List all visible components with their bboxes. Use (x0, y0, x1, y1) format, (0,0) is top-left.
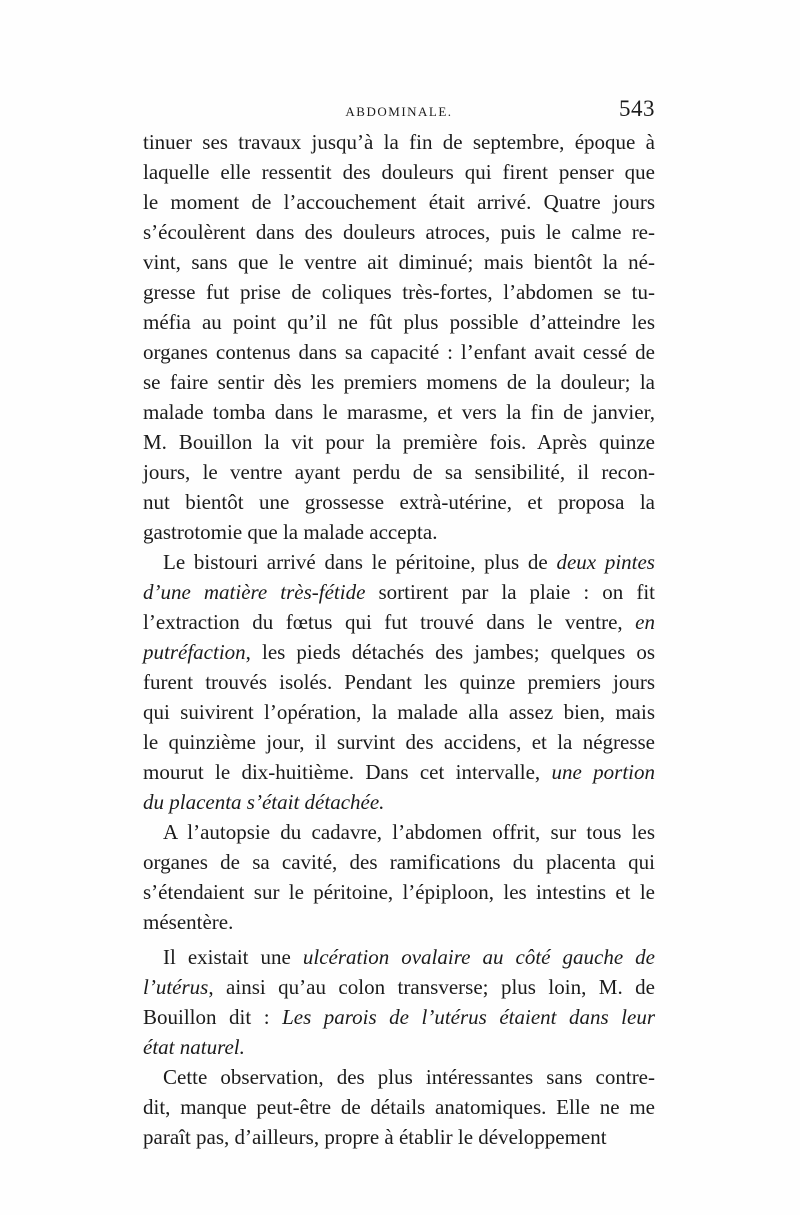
text-line (143, 1002, 655, 1032)
text-run: jours, le ventre ayant perdu de sa sensibilité, il recon- (143, 460, 655, 484)
paragraph (143, 942, 655, 1062)
text-run: paraît pas, d’ailleurs, propre à établir le développement (143, 1125, 607, 1149)
text-line (143, 247, 655, 277)
text-line (143, 427, 655, 457)
text-run: le moment de l’accouchement était arrivé. Quatre jours (143, 190, 655, 214)
text-run: furent trouvés isolés. Pendant les quinze premiers jours (143, 670, 655, 694)
paragraph (143, 547, 655, 817)
text-line (143, 397, 655, 427)
text-run: nut bientôt une grossesse extrà-utérine, et proposa la (143, 490, 655, 514)
italic-text: deux pintes (556, 550, 655, 574)
text-run: Cette observation, des plus intéressantes sans contre- (163, 1065, 655, 1089)
text-line (143, 1032, 655, 1062)
text-line (143, 727, 655, 757)
italic-text: ulcération ovalaire au côté gauche de (302, 945, 655, 969)
italic-text: état naturel. (143, 1035, 245, 1059)
text-line (143, 942, 655, 972)
paragraph (143, 817, 655, 937)
italic-text: du placenta s’était détachée. (143, 790, 385, 814)
text-run: s’étendaient sur le péritoine, l’épiploon, les intestins et le (143, 880, 655, 904)
paragraph (143, 1062, 655, 1152)
text-line (143, 487, 655, 517)
text-line (143, 697, 655, 727)
text-run: gastrotomie que la malade accepta. (143, 520, 438, 544)
text-run: tinuer ses travaux jusqu’à la fin de septembre, époque à (143, 130, 655, 154)
text-run: méfia au point qu’il ne fût plus possible d’atteindre les (143, 310, 655, 334)
text-run: sortirent par la plaie : on fit (365, 580, 655, 604)
text-run: gresse fut prise de coliques très-fortes, l’abdomen se tu- (143, 280, 655, 304)
text-line (143, 187, 655, 217)
text-line (143, 457, 655, 487)
text-run: mésentère. (143, 910, 234, 934)
text-line (143, 1062, 655, 1092)
text-line (143, 277, 655, 307)
italic-text: putréfaction (143, 640, 246, 664)
text-run: organes contenus dans sa capacité : l’enfant avait cessé de (143, 340, 655, 364)
text-run: qui suivirent l’opération, la malade alla assez bien, mais (143, 700, 655, 724)
text-line (143, 787, 655, 817)
text-line (143, 337, 655, 367)
body-text (143, 127, 655, 1152)
text-run: vint, sans que le ventre ait diminué; mais bientôt la né- (143, 250, 655, 274)
text-run: laquelle elle ressentit des douleurs qui firent penser que (143, 160, 655, 184)
text-line (143, 367, 655, 397)
text-run: mourut le dix-huitième. Dans cet intervalle, (143, 760, 552, 784)
text-run: malade tomba dans le marasme, et vers la fin de janvier, (143, 400, 655, 424)
text-run: s’écoulèrent dans des douleurs atroces, puis le calme re- (143, 220, 655, 244)
text-line (143, 607, 655, 637)
italic-text: l’utérus (143, 975, 209, 999)
running-head: ABDOMINALE. (345, 104, 453, 119)
text-line (143, 1122, 655, 1152)
page-number: 543 (619, 96, 655, 121)
text-line (143, 217, 655, 247)
text-run: A l’autopsie du cadavre, l’abdomen offrit, sur tous les (163, 820, 655, 844)
text-run: l’extraction du fœtus qui fut trouvé dans le ventre, (143, 610, 636, 634)
text-run: le quinzième jour, il survint des accidens, et la négresse (143, 730, 655, 754)
text-line (143, 547, 655, 577)
text-line (143, 517, 655, 547)
text-run: Le bistouri arrivé dans le péritoine, plus de (163, 550, 557, 574)
text-line (143, 307, 655, 337)
text-line (143, 577, 655, 607)
text-line (143, 972, 655, 1002)
italic-text: Les parois de l’utérus étaient dans leur (282, 1005, 656, 1029)
text-line (143, 877, 655, 907)
text-run: , les pieds détachés des jambes; quelques os (245, 640, 655, 664)
text-line (143, 817, 655, 847)
text-run: organes de sa cavité, des ramifications du placenta qui (143, 850, 655, 874)
text-run: Bouillon dit : (143, 1005, 283, 1029)
text-line (143, 847, 655, 877)
text-line (143, 1092, 655, 1122)
text-run: se faire sentir dès les premiers momens de la douleur; la (143, 370, 655, 394)
text-run: Il existait une (163, 945, 303, 969)
paragraph (143, 127, 655, 547)
text-run: M. Bouillon la vit pour la première fois. Après quinze (143, 430, 655, 454)
text-line (143, 667, 655, 697)
italic-text: une portion (551, 760, 655, 784)
text-line (143, 157, 655, 187)
text-line (143, 907, 655, 937)
page-header (143, 96, 655, 126)
text-run: dit, manque peut-être de détails anatomiques. Elle ne me (143, 1095, 655, 1119)
text-line (143, 637, 655, 667)
text-run: , ainsi qu’au colon transverse; plus loin, M. de (208, 975, 655, 999)
italic-text: d’une matière très-fétide (143, 580, 366, 604)
text-line (143, 757, 655, 787)
text-line (143, 127, 655, 157)
italic-text: en (635, 610, 655, 634)
